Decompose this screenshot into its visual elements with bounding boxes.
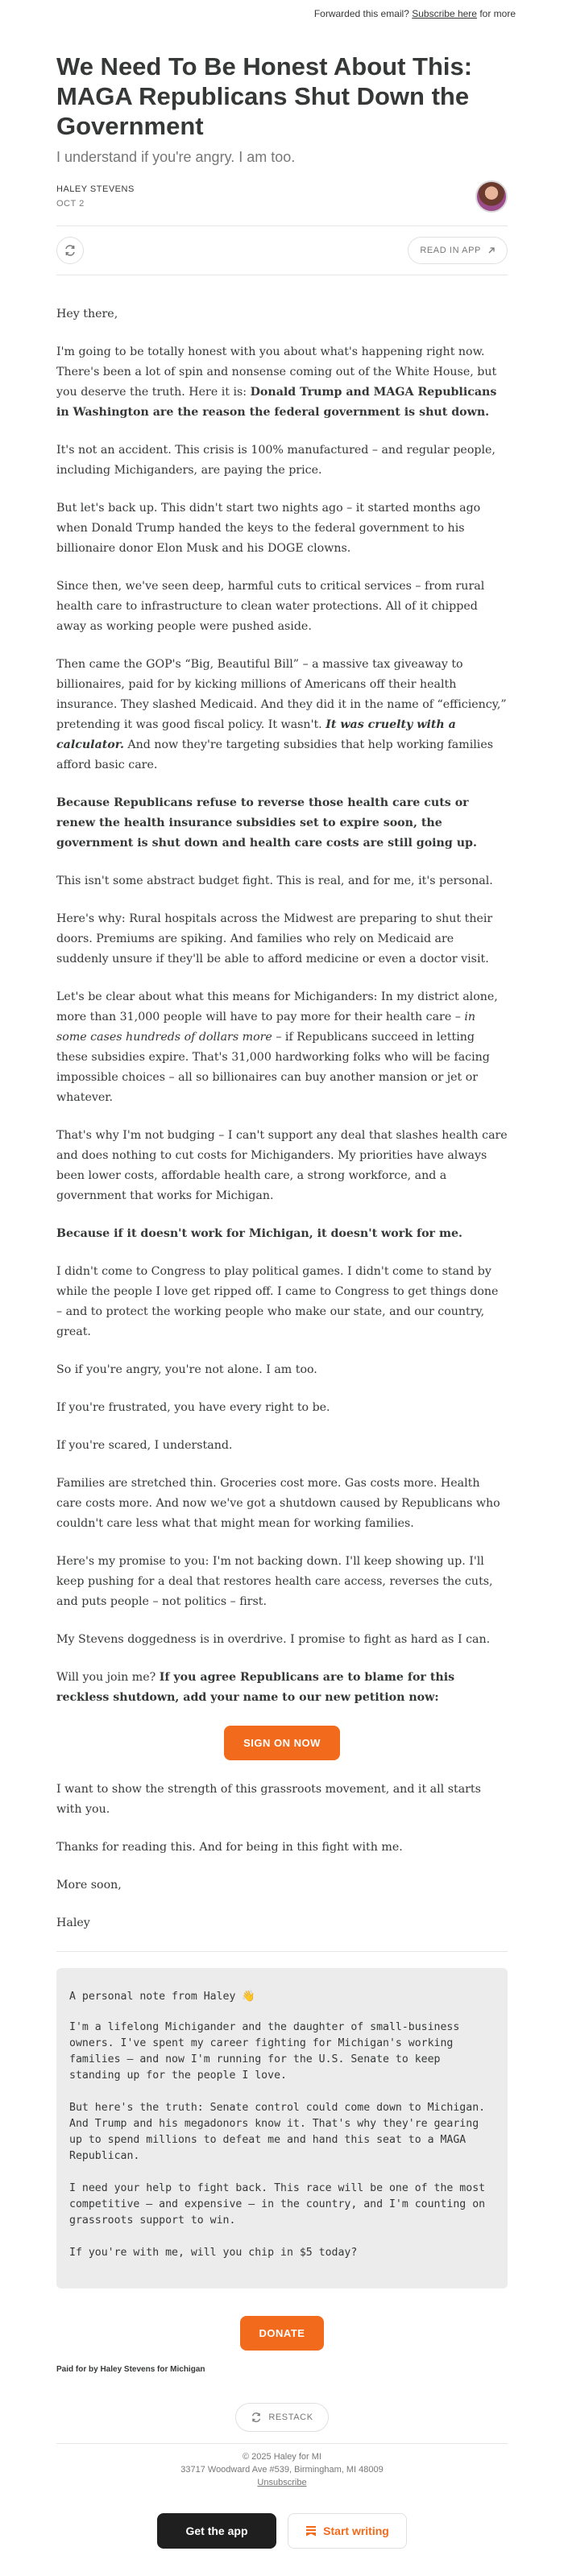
sign-button-wrap — [56, 1726, 508, 1760]
paragraph: So if you're angry, you're not alone. I am too. — [56, 1363, 317, 1376]
paragraph: Let's be clear about what this means for Michiganders: In my district alone, more than 31,000 people will have to pay more for their health care – in some cases hundreds of dollars more – if Republicans succeed in letting these subsidies expire. That's 31,000 hardworking folks who will be facing impossible choices – all so billionaires can buy another mansion or jet or whatever. — [56, 990, 498, 1104]
paragraph: That's why I'm not budging – I can't support any deal that slashes health care and does nothing to cut costs for Michiganders. My priorities have always been lower costs, affordable health care, a strong workforce, and a government that works for Michigan. — [56, 1129, 508, 1202]
greeting: Hey there, — [56, 308, 118, 320]
paragraph: I want to show the strength of this grassroots movement, and it all starts with you. — [56, 1783, 481, 1816]
author-name[interactable]: HALEY STEVENS — [56, 184, 135, 194]
author-meta — [56, 184, 135, 209]
post-title: We Need To Be Honest About This: MAGA Republicans Shut Down the Government — [56, 52, 473, 140]
bottom-spacer — [56, 2549, 508, 2576]
forwarded-suffix: for more — [479, 8, 516, 19]
note-paragraph: I need your help to fight back. This race will be one of the most competitive – and expensive – in the country, and I'm counting on grassroots support to win. — [69, 2182, 486, 2227]
paragraph: Since then, we've seen deep, harmful cuts to critical services – from rural health care to infrastructure to clean water protections. All of it chipped away as working people were pushed aside. — [56, 580, 485, 633]
bottom-actions — [56, 2513, 508, 2549]
forward-bar — [0, 0, 564, 29]
divider — [56, 1951, 508, 1952]
get-app-button[interactable]: Get the app — [157, 2513, 276, 2549]
action-bar — [56, 225, 508, 275]
sign-on-now-button[interactable]: SIGN ON NOW — [224, 1726, 340, 1760]
note-title: A personal note from Haley 👋 — [69, 1991, 255, 2003]
paragraph: My Stevens doggedness is in overdrive. I promise to fight as hard as I can. — [56, 1633, 491, 1646]
footer-divider — [56, 2443, 508, 2444]
read-in-app-button[interactable] — [408, 237, 508, 264]
arrow-up-right-icon — [487, 246, 496, 254]
paragraph: More soon, — [56, 1879, 122, 1892]
substack-logo-icon — [305, 2525, 317, 2537]
restack-button[interactable] — [235, 2403, 328, 2432]
note-paragraph: But here's the truth: Senate control could come down to Michigan. And Trump and his megadonors know it. That's why they're gearing up to spend millions to defeat me and hand this seat to a MAGA Republican. — [69, 2102, 486, 2162]
donate-wrap — [56, 2316, 508, 2351]
paragraph: Families are stretched thin. Groceries cost more. Gas costs more. Health care costs more. And now we've got a shutdown caused by Republicans who couldn't care less what that might mean for working families. — [56, 1477, 500, 1530]
paragraph: If you're frustrated, you have every right to be. — [56, 1401, 330, 1414]
paragraph: Thanks for reading this. And for being in this fight with me. — [56, 1841, 403, 1854]
restack-icon — [251, 2412, 262, 2423]
read-in-app-label: READ IN APP — [420, 246, 481, 255]
restack-icon-button[interactable] — [56, 237, 84, 264]
donate-button[interactable]: DONATE — [240, 2316, 325, 2351]
unsubscribe-link[interactable]: Unsubscribe — [257, 2478, 307, 2487]
post-container — [56, 52, 508, 2576]
post-body — [56, 304, 508, 1933]
paragraph: But let's back up. This didn't start two nights ago – it started months ago when Donald Trump handed the keys to the federal government to his billionaire donor Elon Musk and his DOGE clowns. — [56, 502, 481, 555]
note-paragraph: I'm a lifelong Michigander and the daughter of small-business owners. I've spent my career fighting for Michigan's working families – and now I'm running for the U.S. Senate to keep standing up for the people I love. — [69, 2021, 460, 2082]
paragraph: It's not an accident. This crisis is 100% manufactured – and regular people, including Michiganders, are paying the price. — [56, 444, 496, 477]
restack-wrap — [56, 2403, 508, 2432]
restack-icon — [64, 244, 77, 257]
paragraph: If you're scared, I understand. — [56, 1439, 233, 1452]
paid-for-disclaimer: Paid for by Haley Stevens for Michigan — [56, 2365, 205, 2374]
signature: Haley — [56, 1916, 90, 1929]
post-subtitle: I understand if you're angry. I am too. — [56, 149, 296, 165]
forwarded-text: Forwarded this email? — [313, 8, 409, 19]
paragraph: I didn't come to Congress to play political games. I didn't come to stand by while the people I love get ripped off. I came to Congress to get things done – and to protect the working people who make our state, and our country, great. — [56, 1265, 499, 1338]
paragraph: Because Republicans refuse to reverse those health care cuts or renew the health insurance subsidies set to expire soon, the government is shut down and health care costs are still going up. — [56, 796, 477, 850]
paragraph: Then came the GOP's “Big, Beautiful Bill” – a massive tax giveaway to billionaires, paid for by kicking millions of Americans off their health insurance. They slashed Medicaid. And they did it in the name of “efficiency,” pretending it was good fiscal policy. It wasn't. It was cruelty with a calculator. And now they're targeting subsidies that help working families afford basic care. — [56, 658, 507, 771]
paragraph: Here's why: Rural hospitals across the Midwest are preparing to shut their doors. Premiums are spiking. And families who rely on Medicaid are suddenly unsure if they'll be able to afford medicine or even a doctor visit. — [56, 912, 493, 965]
personal-note — [56, 1968, 508, 2289]
subscribe-link[interactable]: Subscribe here — [412, 8, 477, 19]
copyright: © 2025 Haley for MI — [243, 2452, 321, 2462]
start-writing-button[interactable] — [288, 2513, 407, 2549]
paragraph: Will you join me? If you agree Republicans are to blame for this reckless shutdown, add your name to our new petition now: — [56, 1671, 455, 1704]
note-paragraph: If you're with me, will you chip in $5 today? — [69, 2247, 358, 2259]
paragraph: This isn't some abstract budget fight. This is real, and for me, it's personal. — [56, 875, 493, 887]
post-date: OCT 2 — [56, 199, 85, 209]
footer — [56, 2450, 508, 2489]
restack-label: RESTACK — [268, 2413, 313, 2422]
start-writing-label: Start writing — [323, 2524, 389, 2537]
paragraph: Here's my promise to you: I'm not backing down. I'll keep showing up. I'll keep pushing for a deal that restores health care access, reverses the cuts, and puts people – not politics – first. — [56, 1555, 493, 1608]
paragraph: I'm going to be totally honest with you about what's happening right now. There's been a lot of spin and nonsense coming out of the White House, but you deserve the truth. Here it is: Donald Trump and MAGA Republicans in Washington are the reason the federal government is shut down. — [56, 345, 497, 419]
paragraph: Because if it doesn't work for Michigan, it doesn't work for me. — [56, 1227, 462, 1240]
address: 33717 Woodward Ave #539, Birmingham, MI 48009 — [180, 2465, 384, 2475]
avatar[interactable] — [475, 180, 508, 213]
author-row — [56, 180, 508, 213]
